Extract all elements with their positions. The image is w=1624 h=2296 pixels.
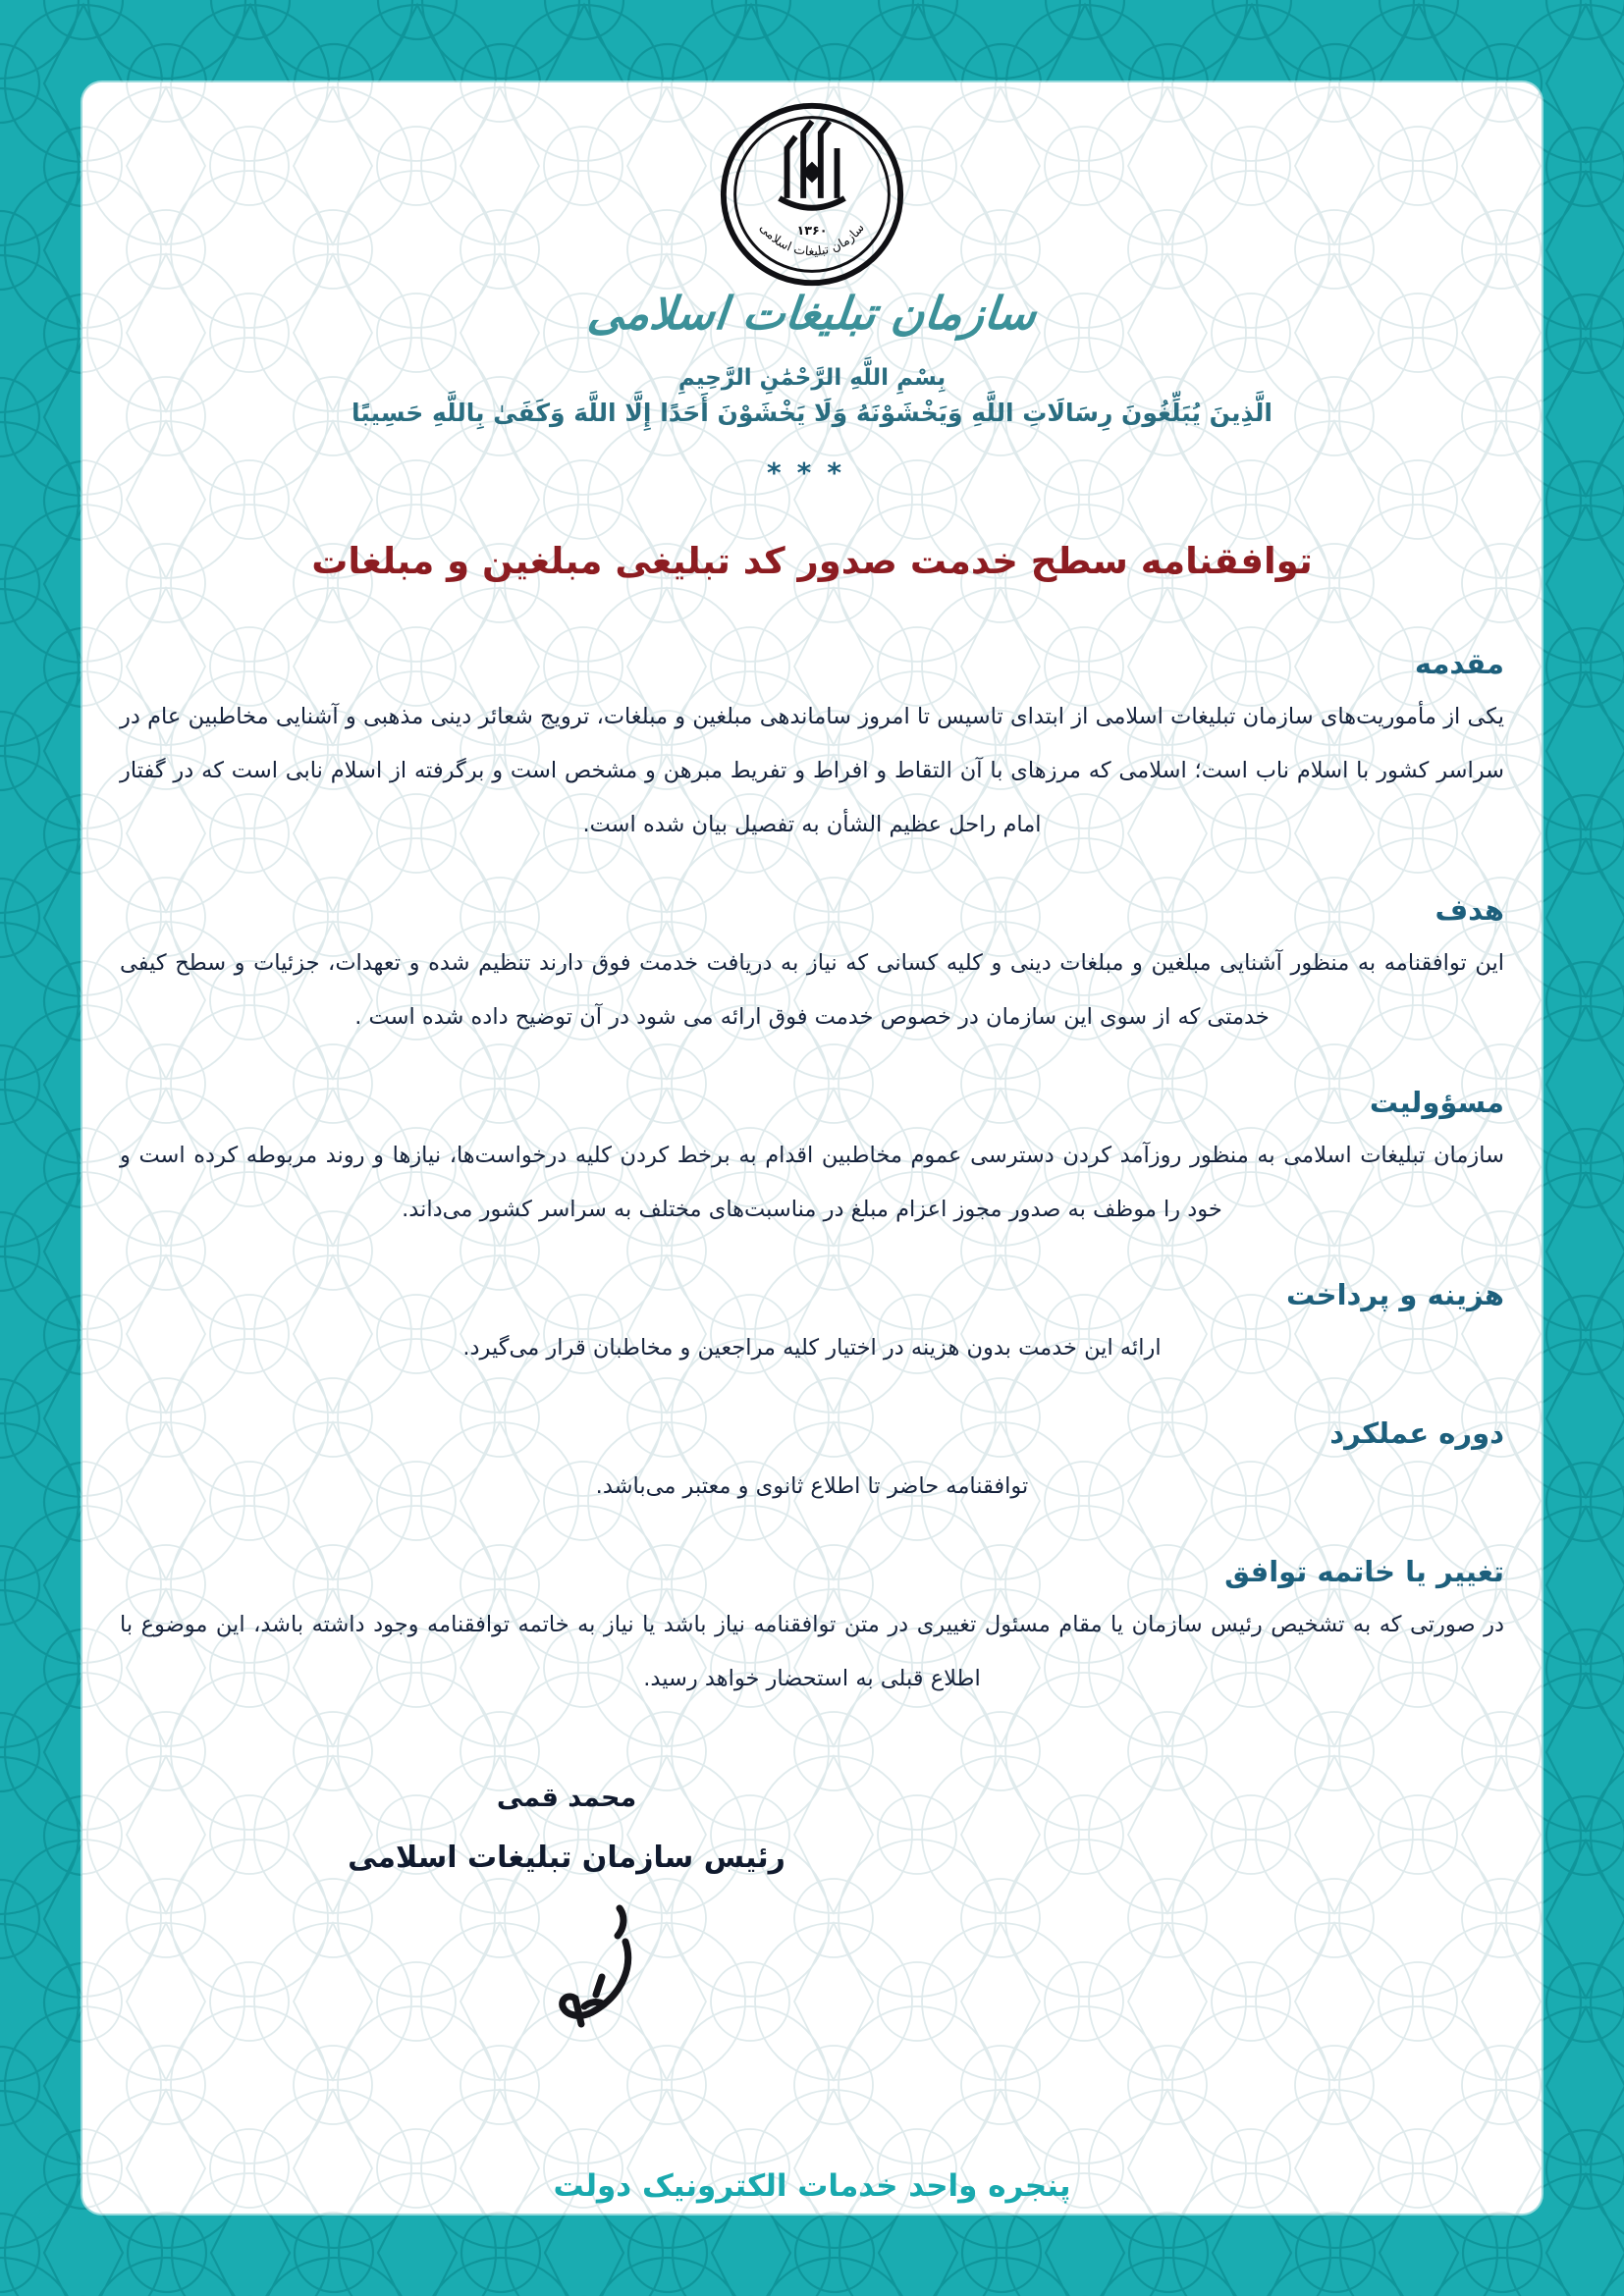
- section-body: در صورتی که به تشخیص رئیس سازمان یا مقام مسئول تغییری در متن توافقنامه نیاز باشد یا نیاز به خاتمه توافقنامه وجود داشته باشد، این موضوع با اطلاع قبلی به استحضار خواهد رسید.: [120, 1612, 1504, 1691]
- page-title: توافقنامه سطح خدمت صدور کد تبلیغی مبلغین و مبلغات: [311, 540, 1313, 582]
- section-cost-payment: [120, 1278, 1504, 1375]
- section-heading: مقدمه: [1414, 647, 1504, 680]
- section-change-termination: [120, 1555, 1504, 1706]
- logo-block: [120, 98, 1504, 340]
- section-performance-period: [120, 1416, 1504, 1514]
- paper: [82, 82, 1542, 2214]
- section-body: این توافقنامه به منظور آشنایی مبلغین و مبلغات دینی و کلیه کسانی که نیاز به دریافت خدمت فوق دارند تنظیم شده و تعهدات، جزئیات و سطح کیفی خدمتی که از سوی این سازمان در خصوص خدمت فوق ارائه می شود در آن توضیح داده شده است .: [120, 950, 1504, 1030]
- organization-emblem-icon: [716, 98, 908, 291]
- section-introduction: [120, 647, 1504, 852]
- section-heading: تغییر یا خاتمه توافق: [1224, 1555, 1504, 1588]
- quran-verse-text: الَّذِينَ يُبَلِّغُونَ رِسَالَاتِ اللَّهِ وَيَخْشَوْنَهُ وَلَا يَخْشَوْنَ أَحَدًا إِلَّا اللَّهَ وَكَفَىٰ بِاللَّهِ حَسِيبًا: [352, 399, 1272, 427]
- asterisk-separator: ***: [767, 456, 857, 489]
- footer-text: پنجره واحد خدمات الکترونیک دولت: [553, 2168, 1071, 2204]
- emblem-year: ۱۳۶۰: [796, 224, 828, 240]
- section-body: سازمان تبلیغات اسلامی به منظور روزآمد کردن دسترسی عموم مخاطبین اقدام به برخط کردن کلیه درخواست‌ها، نیازها و روند مربوطه کرده است و خود را موظف به صدور مجوز اعزام مبلغ در مناسبت‌های مختلف به سراسر کشور می‌داند.: [120, 1143, 1504, 1222]
- section-heading: هدف: [1435, 893, 1504, 927]
- signer-name: محمد قمی: [496, 1783, 637, 1813]
- emblem-ring-text: سازمان تبلیغات اسلامی: [756, 221, 868, 260]
- document-content: [82, 82, 1542, 2214]
- handwritten-signature: [515, 1896, 653, 2054]
- section-heading: دوره عملکرد: [1329, 1416, 1504, 1450]
- section-purpose: [120, 893, 1504, 1044]
- section-body: ارائه این خدمت بدون هزینه در اختیار کلیه مراجعین و مخاطبان قرار می‌گیرد.: [462, 1335, 1162, 1361]
- signer-role: رئیس سازمان تبلیغات اسلامی: [348, 1841, 785, 1875]
- bismillah-text: بِسْمِ اللَّهِ الرَّحْمَٰنِ الرَّحِيمِ: [677, 365, 947, 391]
- section-heading: مسؤولیت: [1369, 1086, 1504, 1119]
- section-body: یکی از مأموریت‌های سازمان تبلیغات اسلامی از ابتدای تاسیس تا امروز ساماندهی مبلغین و مبلغات، ترویج شعائر دینی مذهبی و آشنایی مخاطبین عام در سراسر کشور با اسلام ناب است؛ اسلامی که مرزهای با آن التقاط و افراط و تفریط مبرهن و مشخص است و برگرفته از اسلام نابی است که در گفتار امام راحل عظیم الشأن به تفصیل بیان شده است.: [120, 704, 1504, 837]
- section-body: توافقنامه حاضر تا اطلاع ثانوی و معتبر می‌باشد.: [595, 1473, 1029, 1499]
- section-heading: هزینه و پرداخت: [1285, 1278, 1504, 1311]
- signature-block: [348, 1783, 785, 2054]
- organization-calligraphy: سازمان تبلیغات اسلامی: [585, 287, 1039, 340]
- section-responsibility: [120, 1086, 1504, 1237]
- sections: [120, 647, 1504, 1706]
